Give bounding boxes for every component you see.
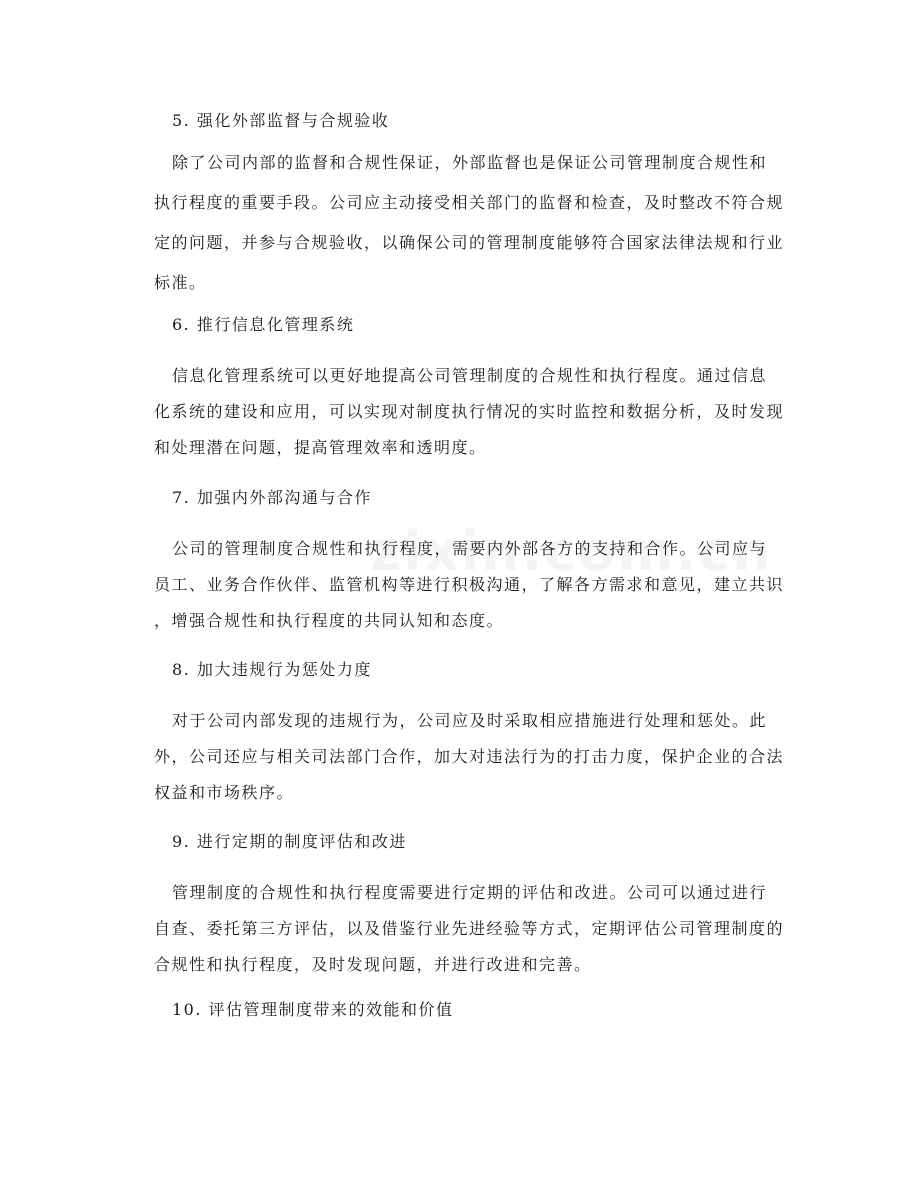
paragraph-line: 外，公司还应与相关司法部门合作，加大对违法行为的打击力度，保护企业的合法 [154,747,785,766]
paragraph-line: 标准。 [154,273,207,292]
section-heading-6: 6. 推行信息化管理系统 [172,315,355,334]
section-heading-7: 7. 加强内外部沟通与合作 [172,488,372,507]
section-heading-9: 9. 进行定期的制度评估和改进 [172,832,407,851]
paragraph-line: 自查、委托第三方评估，以及借鉴行业先进经验等方式，定期评估公司管理制度的 [154,919,785,938]
paragraph-line: 除了公司内部的监督和合规性保证，外部监督也是保证公司管理制度合规性和 [172,153,768,172]
paragraph-line: 化系统的建设和应用，可以实现对制度执行情况的实时监控和数据分析，及时发现 [154,402,785,421]
paragraph-line: 公司的管理制度合规性和执行程度，需要内外部各方的支持和合作。公司应与 [172,539,768,558]
section-heading-5: 5. 强化外部监督与合规验收 [172,111,390,130]
section-heading-8: 8. 加大违规行为惩处力度 [172,660,372,679]
paragraph-line: 对于公司内部发现的违规行为，公司应及时采取相应措施进行处理和惩处。此 [172,711,768,730]
paragraph-line: 合规性和执行程度，及时发现问题，并进行改进和完善。 [154,955,592,974]
paragraph-line: ，增强合规性和执行程度的共同认知和态度。 [154,611,505,630]
paragraph-line: 执行程度的重要手段。公司应主动接受相关部门的监督和检查，及时整改不符合规 [154,193,785,212]
section-heading-10: 10. 评估管理制度带来的效能和价值 [172,1000,454,1019]
paragraph-line: 管理制度的合规性和执行程度需要进行定期的评估和改进。公司可以通过进行 [172,883,768,902]
paragraph-line: 定的问题，并参与合规验收，以确保公司的管理制度能够符合国家法律法规和行业 [154,233,785,252]
watermark [370,520,773,583]
paragraph-line: 和处理潜在问题，提高管理效率和透明度。 [154,438,487,457]
paragraph-line: 员工、业务合作伙伴、监管机构等进行积极沟通，了解各方需求和意见，建立共识 [154,575,785,594]
paragraph-line: 信息化管理系统可以更好地提高公司管理制度的合规性和执行程度。通过信息 [172,366,768,385]
paragraph-line: 权益和市场秩序。 [154,783,295,802]
